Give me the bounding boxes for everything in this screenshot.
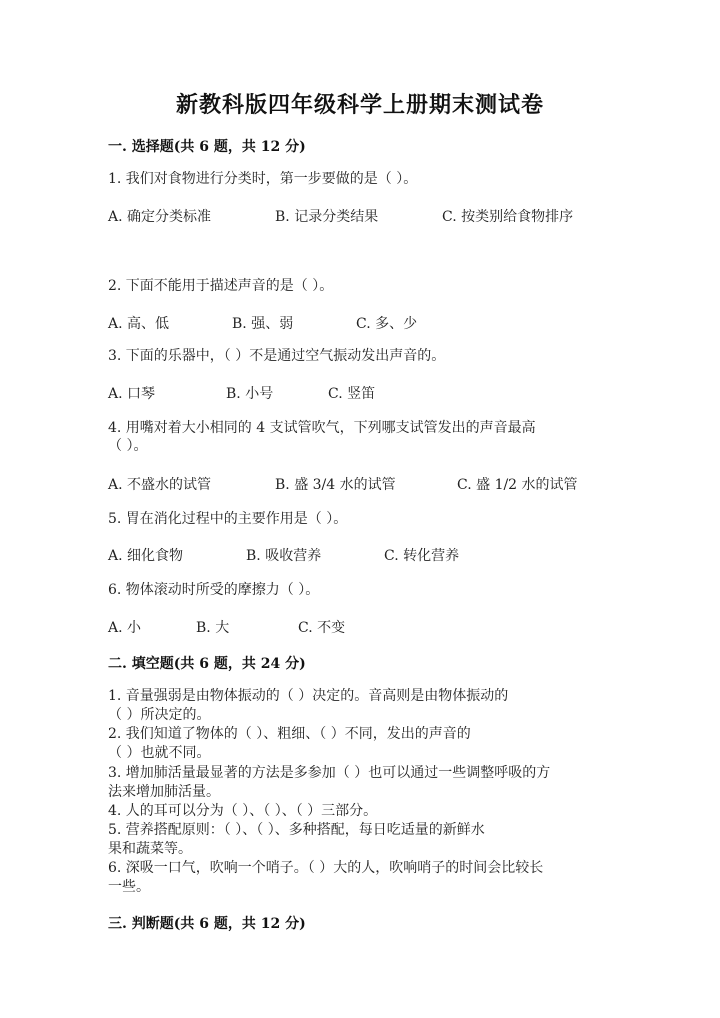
question-4-option-c: C. 盛 1/2 水的试管 [457,477,578,493]
question-4-option-a: A. 不盛水的试管 [108,477,212,493]
question-3: 3. 下面的乐器中，（ ）不是通过空气振动发出声音的。 [108,348,446,364]
question-5-option-a: A. 细化食物 [108,548,184,564]
question-6-option-a: A. 小 [108,620,142,636]
question-2-option-c: C. 多、少 [356,316,418,332]
question-4-continued: （ ）。 [108,438,148,454]
question-2-option-a: A. 高、低 [108,316,170,332]
question-2-option-b: B. 强、弱 [232,316,294,332]
question-1-option-b: B. 记录分类结果 [275,209,379,225]
question-1: 1. 我们对食物进行分类时，第一步要做的是（ ）。 [108,171,418,187]
question-6-option-b: B. 大 [196,620,230,636]
question-3-option-c: C. 竖笛 [328,386,376,402]
exam-title: 新教科版四年级科学上册期末测试卷 [175,92,544,118]
fill-line-2: （ ）所决定的。 [108,707,211,723]
question-1-option-c: C. 按类别给食物排序 [442,209,574,225]
question-6: 6. 物体滚动时所受的摩擦力（ ）。 [108,582,320,598]
fill-line-1: 1. 音量强弱是由物体振动的（ ）决定的。音高则是由物体振动的 [108,688,509,704]
section-heading-choice: 一. 选择题(共 6 题，共 12 分) [108,139,306,155]
fill-line-9: 果和蔬菜等。 [108,841,192,857]
question-4: 4. 用嘴对着大小相同的 4 支试管吹气，下列哪支试管发出的声音最高 [108,420,536,436]
fill-line-11: 一些。 [108,879,150,895]
section-heading-fill-in: 二. 填空题(共 6 题，共 24 分) [108,656,306,672]
question-5-option-b: B. 吸收营养 [246,548,322,564]
fill-line-3: 2. 我们知道了物体的（ ）、粗细、（ ）不同，发出的声音的 [108,726,471,742]
section-heading-judgment: 三. 判断题(共 6 题，共 12 分) [108,916,306,932]
fill-line-7: 4. 人的耳可以分为（ ）、（ ）、（ ）三部分。 [108,803,378,819]
question-6-option-c: C. 不变 [298,620,346,636]
fill-line-6: 法来增加肺活量。 [108,784,220,800]
question-1-option-a: A. 确定分类标准 [108,209,212,225]
question-5: 5. 胃在消化过程中的主要作用是（ ）。 [108,511,348,527]
question-4-option-b: B. 盛 3/4 水的试管 [275,477,396,493]
fill-line-10: 6. 深吸一口气，吹响一个哨子。（ ）大的人，吹响哨子的时间会比较长 [108,860,544,876]
fill-line-8: 5. 营养搭配原则：（ ）、（ ）、多种搭配，每日吃适量的新鲜水 [108,822,485,838]
question-3-option-a: A. 口琴 [108,386,156,402]
question-5-option-c: C. 转化营养 [384,548,460,564]
question-2: 2. 下面不能用于描述声音的是（ ）。 [108,278,334,294]
question-3-option-b: B. 小号 [226,386,274,402]
fill-line-4: （ ）也就不同。 [108,745,211,761]
fill-line-5: 3. 增加肺活量最显著的方法是多参加（ ）也可以通过一些调整呼吸的方 [108,765,551,781]
